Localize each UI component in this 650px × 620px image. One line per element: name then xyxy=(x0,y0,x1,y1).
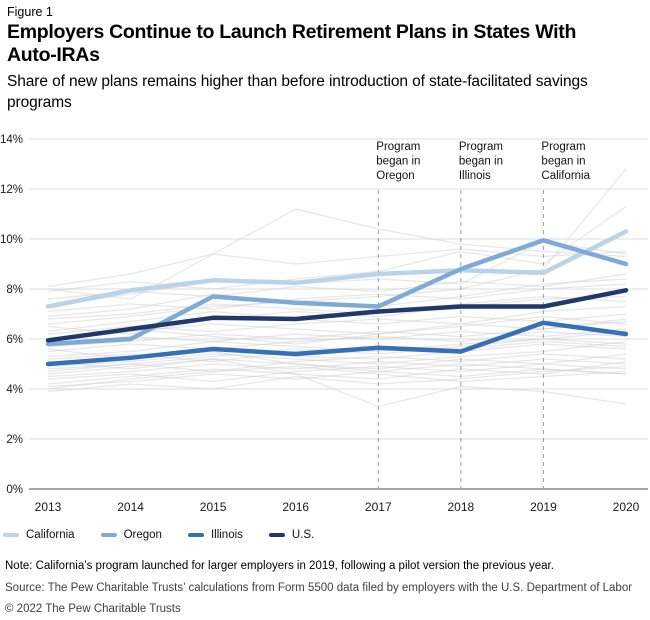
annotation-label: began in xyxy=(458,155,503,168)
x-tick-label: 2020 xyxy=(612,500,640,514)
annotation-label: Oregon xyxy=(376,170,415,182)
y-tick-label: 2% xyxy=(6,434,23,446)
background-state-line xyxy=(48,279,626,317)
legend-label-us: U.S. xyxy=(291,529,315,541)
us-line-swatch xyxy=(269,533,285,537)
california-line-swatch xyxy=(3,533,19,537)
x-tick-label: 2019 xyxy=(530,500,557,514)
chart-subtitle: Share of new plans remains higher than before introduction of state-facilitated savings programs xyxy=(7,73,588,111)
legend-item-california xyxy=(3,529,75,541)
figure-label: Figure 1 xyxy=(7,5,53,19)
note-text: Note: California’s program launched for larger employers in 2019, following a pilot version the previous year. xyxy=(5,560,554,572)
chart-svg xyxy=(0,128,650,520)
annotation-label: began in xyxy=(376,155,421,168)
source-text: Source: The Pew Charitable Trusts’ calculations from Form 5500 data filed by employers with the U.S. Department of Labor xyxy=(5,582,633,594)
y-tick-label: 4% xyxy=(6,384,23,396)
legend-label-illinois: Illinois xyxy=(210,529,243,541)
legend-label-california: California xyxy=(26,529,75,541)
x-tick-label: 2018 xyxy=(447,500,475,514)
y-tick-label: 12% xyxy=(0,184,23,196)
annotation-label: Program xyxy=(541,141,586,153)
y-tick-label: 10% xyxy=(0,234,23,246)
annotation-label: began in xyxy=(541,155,586,168)
annotation-label: Program xyxy=(376,141,421,153)
annotation-label: California xyxy=(541,170,591,182)
annotation-label: Illinois xyxy=(458,170,491,182)
oregon-line-swatch xyxy=(101,533,117,537)
chart-legend xyxy=(3,529,314,541)
annotation-label: Program xyxy=(458,141,503,153)
y-tick-label: 6% xyxy=(6,334,23,346)
y-tick-label: 14% xyxy=(0,134,23,146)
legend-item-oregon xyxy=(101,529,162,541)
x-tick-label: 2016 xyxy=(282,500,310,514)
background-state-line xyxy=(48,169,626,324)
illinois-line-swatch xyxy=(188,533,204,537)
y-tick-label: 0% xyxy=(6,484,23,496)
legend-item-us xyxy=(269,529,314,541)
x-tick-label: 2014 xyxy=(117,500,144,514)
copyright-text: © 2022 The Pew Charitable Trusts xyxy=(5,603,181,615)
legend-label-oregon: Oregon xyxy=(123,529,162,541)
y-tick-label: 8% xyxy=(6,284,23,296)
x-tick-label: 2017 xyxy=(364,500,392,514)
legend-item-illinois xyxy=(188,529,243,541)
chart-title: Employers Continue to Launch Retirement Plans in States With Auto-IRAs xyxy=(7,21,577,66)
x-tick-label: 2015 xyxy=(199,500,227,514)
x-tick-label: 2013 xyxy=(34,500,62,514)
